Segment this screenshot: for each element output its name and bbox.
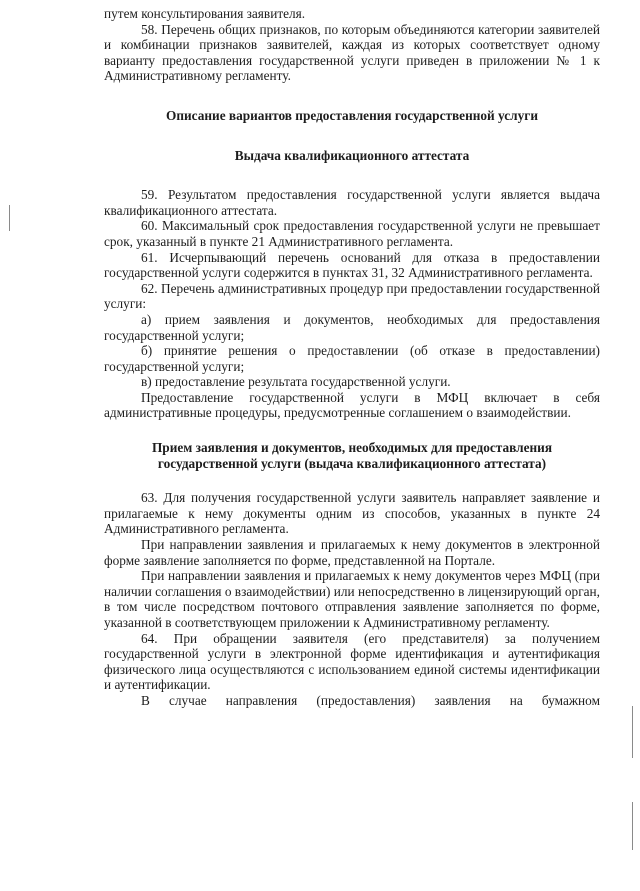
paragraph-62-b: б) принятие решения о предоставлении (об отказе в предоставлении) государственной услуги;: [104, 343, 600, 374]
paragraph-64: 64. При обращении заявителя (его представителя) за получением государственной услуги в электронной форме идентификация и аутентификация физического лица осуществляются с использованием единой системы идентификации и аутентификации.: [104, 630, 600, 693]
paragraph-62-mfc: Предоставление государственной услуги в МФЦ включает в себя административные процедуры, предусмотренные соглашением о взаимодействии.: [104, 389, 600, 421]
scan-margin-mark: [632, 802, 633, 850]
scan-margin-mark: [632, 706, 633, 758]
paragraph-63: 63. Для получения государственной услуги заявитель направляет заявление и прилагаемые к нему документы одним из способов, указанных в пункте 24 Административного регламента.: [104, 490, 600, 537]
paragraph-intro-tail: путем консультирования заявителя.: [104, 6, 306, 21]
paragraph-62-a: а) прием заявления и документов, необходимых для предоставления государственной услуги;: [104, 311, 600, 343]
paragraph-61: 61. Исчерпывающий перечень оснований для отказа в предоставлении государственной услуги содержится в пунктах 31, 32 Административного регламента.: [104, 249, 600, 281]
paragraph-60: 60. Максимальный срок предоставления государственной услуги не превышает срок, указанный в пункте 21 Административного регламента.: [104, 218, 600, 249]
heading-issue-certificate: Выдача квалификационного аттестата: [234, 147, 470, 163]
document-body: [104, 6, 600, 709]
heading-reception: Прием заявления и документов, необходимых для предоставления государственной услуги (выдача квалификационного аттестата): [151, 440, 553, 471]
scan-margin-mark: [9, 205, 10, 231]
paragraph-62-c: в) предоставление результата государственной услуги.: [141, 374, 451, 390]
paragraph-59: 59. Результатом предоставления государственной услуги является выдача квалификационного аттестата.: [104, 187, 600, 218]
paragraph-58: 58. Перечень общих признаков, по которым объединяются категории заявителей и комбинации признаков заявителей, каждая из которых соответствует одному варианту предоставления государственной услуги приведен в приложении № 1 к Административному регламенту.: [104, 21, 600, 84]
paragraph-63-electronic: При направлении заявления и прилагаемых к нему документов в электронной форме заявление заполняется по форме, представленной на Портале.: [104, 537, 600, 568]
paragraph-62: 62. Перечень административных процедур при предоставлении государственной услуги:: [104, 280, 600, 312]
paragraph-63-mfc: При направлении заявления и прилагаемых к нему документов через МФЦ (при наличии соглашения о взаимодействии) или непосредственно в лицензирующий орган, в том числе посредством почтового отправления заявление заполняется по форме, указанной в соответствующем приложении к Административному регламенту.: [104, 568, 600, 630]
paragraph-64-paper: В случае направления (предоставления) заявления на бумажном: [141, 692, 600, 708]
heading-variants: Описание вариантов предоставления государственной услуги: [166, 107, 538, 123]
